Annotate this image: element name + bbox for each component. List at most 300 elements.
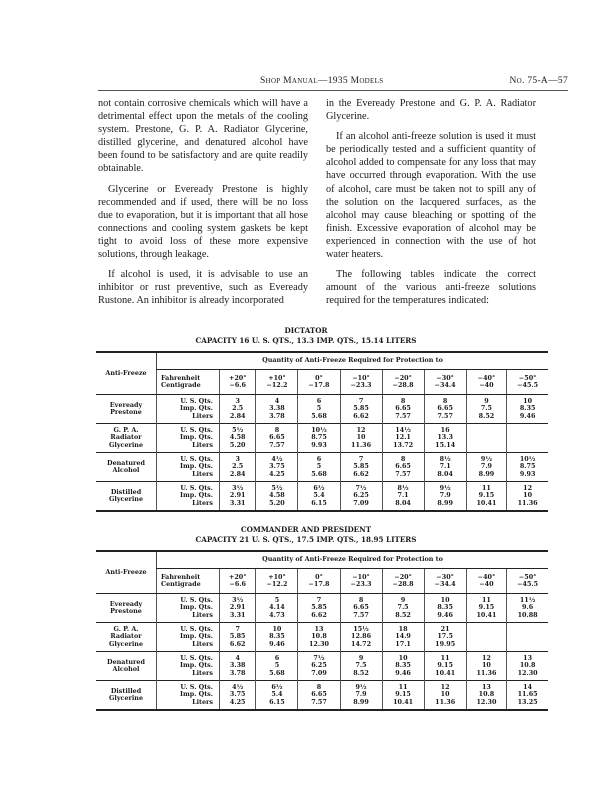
quantity-value: 10.8 — [478, 690, 495, 699]
antifreeze-name-line: Radiator — [110, 632, 142, 641]
quantity-value: 10 — [440, 596, 450, 605]
quantity-value: 2.84 — [229, 469, 246, 478]
quantity-cell — [424, 623, 466, 652]
quantity-value: 3.38 — [269, 404, 285, 413]
quantity-value: 10 — [440, 690, 450, 699]
quantity-value: 9.15 — [478, 491, 495, 500]
table-title: DICTATOR — [284, 326, 328, 335]
unit-label: U. S. Qts. — [180, 654, 213, 663]
quantity-cell — [256, 652, 298, 681]
quantity-value: 6 — [316, 397, 322, 406]
scale-label: Centigrade — [161, 580, 201, 588]
quantity-value: 7½ — [355, 484, 367, 493]
quantity-cell — [256, 482, 298, 512]
quantity-value: 4½ — [232, 683, 244, 692]
quantity-value: 12 — [440, 683, 450, 692]
quantity-value: 11½ — [519, 596, 536, 605]
quantity-cell — [382, 482, 424, 512]
antifreeze-name-line: Glycerine — [108, 495, 144, 503]
quantity-value: 8.04 — [437, 469, 453, 478]
antifreeze-name-line: Distilled — [110, 487, 142, 496]
paragraph: If an alcohol anti-freeze solution is used it must be periodically tested and a sufficient quantity of alcohol added to compensate for any loss that may have occurred through evaporation. With the use of alcohol, care must be taken not to spill any of the solution on the lacquered surfaces, as the alcohol may cause bleaching or spotting of the finish. Excessive evaporation of alcohol may be experienced in connection with the use of hot water heaters. — [326, 131, 536, 261]
quantity-value: 5 — [274, 661, 280, 670]
antifreeze-name-line: Alcohol — [112, 466, 140, 474]
running-header — [98, 74, 568, 91]
quantity-cell — [424, 395, 466, 424]
antifreeze-name — [96, 424, 157, 453]
quantity-value: 3.78 — [269, 411, 285, 420]
quantity-value: 8.52 — [478, 411, 495, 420]
quantity-value: 13 — [314, 625, 324, 634]
quantity-cell — [382, 424, 424, 453]
unit-label: Imp. Qts. — [179, 632, 213, 641]
quantity-value: 12.1 — [395, 433, 411, 442]
quantity-value: 5.85 — [229, 632, 246, 641]
quantity-value: 6.65 — [437, 404, 453, 413]
quantity-value: 4.58 — [269, 491, 285, 500]
quantity-cell — [507, 623, 548, 652]
quantity-value: 6.15 — [311, 498, 327, 507]
quantity-value: 8.35 — [269, 632, 285, 641]
quantity-value: 7.57 — [395, 469, 411, 478]
quantity-value: 7.57 — [437, 411, 453, 420]
quantity-cell — [256, 453, 298, 482]
quantity-value: 9.6 — [522, 603, 534, 612]
quantity-value: 10 — [272, 625, 282, 634]
quantity-value: 3.78 — [229, 668, 246, 677]
quantity-value: 17.1 — [395, 639, 411, 648]
quantity-cell — [340, 395, 382, 424]
unit-labels — [157, 652, 220, 681]
antifreeze-name-line: Glycerine — [108, 639, 144, 648]
unit-label: U. S. Qts. — [180, 683, 213, 692]
antifreeze-name — [96, 623, 157, 652]
unit-label: Liters — [192, 498, 213, 507]
quantity-value: 7.9 — [439, 491, 451, 500]
quantity-value: 7.57 — [353, 610, 369, 619]
antifreeze-name-line: Radiator — [110, 433, 142, 442]
unit-labels — [157, 623, 220, 652]
temperature-header — [382, 370, 424, 395]
temperature-value: −40 — [479, 381, 494, 389]
quantity-value: 10.8 — [311, 632, 327, 641]
temperature-value: −34.4 — [434, 580, 456, 588]
quantity-value: 3.31 — [229, 498, 246, 507]
quantity-value: 5 — [316, 462, 322, 471]
quantity-value: 10 — [523, 491, 533, 500]
quantity-value: 8.75 — [311, 433, 327, 442]
antifreeze-name-line: Denatured — [107, 657, 145, 666]
quantity-value: 11 — [481, 484, 491, 493]
paragraph: in the Eveready Prestone and G. P. A. Radiator Glycerine. — [326, 98, 536, 123]
temperature-value: −28.8 — [392, 580, 414, 588]
quantity-cell — [507, 594, 548, 623]
quantity-value: 5½ — [232, 426, 244, 435]
quantity-cell — [220, 395, 256, 424]
quantity-cell — [298, 652, 340, 681]
antifreeze-table-dictator — [96, 351, 548, 512]
quantity-value: 7.5 — [480, 404, 492, 413]
quantity-value: 11.36 — [476, 668, 497, 677]
quantity-cell — [298, 395, 340, 424]
scale-label: Fahrenheit — [161, 572, 201, 581]
quantity-cell — [424, 424, 466, 453]
quantity-cell — [382, 652, 424, 681]
quantity-value: 9.46 — [519, 411, 536, 420]
quantity-value: 8 — [316, 683, 322, 692]
quantity-value: 8.99 — [353, 697, 369, 706]
unit-label: Imp. Qts. — [179, 433, 213, 442]
temperature-value: −30° — [436, 572, 454, 581]
quantity-value: 18 — [398, 625, 408, 634]
quantity-value: 10½ — [519, 455, 536, 464]
quantity-cell — [220, 594, 256, 623]
quantity-value: 4.25 — [269, 469, 285, 478]
quantity-value: 4.25 — [229, 697, 246, 706]
temperature-header — [424, 370, 466, 395]
quantity-value: 6.62 — [353, 411, 369, 420]
group-header: Quantity of Anti-Freeze Required for Protection to — [157, 353, 549, 370]
quantity-value: 6½ — [271, 683, 283, 692]
quantity-value: 5.68 — [311, 411, 327, 420]
quantity-value: 6.65 — [353, 603, 369, 612]
quantity-cell — [466, 681, 507, 711]
paragraph: If alcohol is used, it is advisable to use an inhibitor or rust preventive, such as Eveready Rustone. An inhibitor is already incorporated — [98, 269, 308, 307]
quantity-cell — [256, 623, 298, 652]
quantity-value: 6.62 — [229, 639, 246, 648]
antifreeze-name — [96, 453, 157, 482]
quantity-value: 10.41 — [476, 610, 497, 619]
antifreeze-name — [96, 652, 157, 681]
quantity-value: 13.3 — [437, 433, 453, 442]
quantity-value: 7.5 — [397, 603, 409, 612]
quantity-cell — [220, 453, 256, 482]
quantity-value: 8.52 — [395, 610, 411, 619]
quantity-value: 7.57 — [311, 697, 327, 706]
temperature-value: −20° — [394, 373, 412, 382]
quantity-value: 21 — [440, 625, 450, 634]
quantity-value: 4.73 — [269, 610, 285, 619]
quantity-value: 6.15 — [269, 697, 285, 706]
quantity-cell — [340, 681, 382, 711]
antifreeze-column-header: Anti-Freeze — [96, 552, 157, 594]
quantity-value: 14.9 — [395, 632, 411, 641]
unit-label: Liters — [192, 411, 213, 420]
temperature-value: −10° — [352, 572, 370, 581]
quantity-value: 8.99 — [437, 498, 453, 507]
quantity-value: 11 — [440, 654, 450, 663]
antifreeze-name — [96, 482, 157, 512]
temperature-header — [466, 569, 507, 594]
quantity-value: 8.35 — [519, 404, 536, 413]
scale-label: Fahrenheit — [161, 373, 201, 382]
temperature-header — [256, 370, 298, 395]
page-number: No. 75-A—57 — [509, 76, 568, 86]
temperature-value: +10° — [268, 572, 286, 581]
unit-label: Imp. Qts. — [179, 603, 213, 612]
table-row — [96, 482, 548, 512]
unit-labels — [157, 681, 220, 711]
quantity-value: 11.36 — [435, 697, 456, 706]
antifreeze-name — [96, 594, 157, 623]
quantity-value: 7.5 — [355, 661, 367, 670]
unit-label: U. S. Qts. — [180, 484, 213, 493]
temperature-value: 0° — [315, 373, 323, 382]
temperature-value: −34.4 — [434, 381, 456, 389]
quantity-value: 7.1 — [439, 462, 451, 471]
quantity-value: 2.84 — [229, 411, 246, 420]
quantity-value: 19.95 — [435, 639, 456, 648]
temperature-value: −50° — [518, 373, 537, 382]
temperature-value: −23.3 — [350, 381, 372, 389]
quantity-value: 7.9 — [355, 690, 367, 699]
antifreeze-name-line: Eveready — [109, 400, 143, 409]
quantity-value: 2.91 — [229, 603, 246, 612]
quantity-value: 8.04 — [395, 498, 411, 507]
quantity-value: 7.09 — [311, 668, 327, 677]
quantity-value: 6 — [316, 455, 322, 464]
quantity-value: 3½ — [232, 596, 244, 605]
quantity-cell — [424, 453, 466, 482]
quantity-value: 17.5 — [437, 632, 453, 641]
temperature-value: −10° — [352, 373, 370, 382]
quantity-cell — [256, 594, 298, 623]
quantity-value: 12.30 — [476, 697, 497, 706]
quantity-cell — [424, 652, 466, 681]
quantity-value: 14 — [523, 683, 533, 692]
temperature-value: 0° — [315, 572, 323, 581]
quantity-value: 6.25 — [353, 491, 369, 500]
table-row — [96, 681, 548, 711]
quantity-value: 9½ — [439, 484, 451, 493]
temperature-value: −12.2 — [266, 580, 288, 588]
unit-label: Liters — [192, 668, 213, 677]
quantity-value: 5½ — [271, 484, 283, 493]
quantity-value: 9.46 — [269, 639, 285, 648]
temperature-value: −6.6 — [229, 381, 246, 389]
quantity-cell — [466, 594, 507, 623]
antifreeze-name-line: Glycerine — [108, 440, 144, 449]
quantity-cell — [298, 424, 340, 453]
unit-label: Liters — [192, 610, 213, 619]
quantity-value: 9 — [358, 654, 364, 663]
quantity-value: 13.25 — [517, 697, 538, 706]
quantity-value: 8½ — [397, 484, 409, 493]
unit-label: Liters — [192, 697, 213, 706]
quantity-value: 9½ — [480, 455, 492, 464]
antifreeze-name-line: G. P. A. — [113, 426, 139, 435]
antifreeze-name-line: Alcohol — [112, 665, 140, 673]
quantity-cell — [256, 681, 298, 711]
quantity-value: 14½ — [395, 426, 411, 435]
quantity-cell — [220, 623, 256, 652]
table-subtitle: CAPACITY 21 U. S. QTS., 17.5 IMP. QTS., 18.95 LITERS — [195, 535, 417, 544]
unit-label: U. S. Qts. — [180, 596, 213, 605]
unit-labels — [157, 395, 220, 424]
paragraph: The following tables indicate the correct amount of the various anti-freeze solutions required for the temperatures indicated: — [326, 269, 536, 307]
quantity-value: 13.72 — [393, 440, 414, 449]
quantity-value: 3 — [235, 455, 240, 464]
temperature-value: −17.8 — [308, 580, 330, 588]
temperature-value: −28.8 — [392, 381, 414, 389]
quantity-value: 4½ — [271, 455, 283, 464]
quantity-value: 11.36 — [517, 498, 538, 507]
unit-label: U. S. Qts. — [180, 625, 213, 634]
antifreeze-column-header: Anti-Freeze — [96, 353, 157, 395]
quantity-value: 4.14 — [269, 603, 285, 612]
quantity-value: 8½ — [439, 455, 451, 464]
quantity-cell — [382, 623, 424, 652]
quantity-value: 6 — [274, 654, 280, 663]
quantity-value: 12.30 — [308, 639, 329, 648]
quantity-value: 7 — [235, 625, 240, 634]
quantity-value: 12.86 — [351, 632, 372, 641]
quantity-value: 9.15 — [478, 603, 495, 612]
quantity-value: 6.62 — [353, 469, 369, 478]
quantity-cell — [424, 594, 466, 623]
unit-label: Imp. Qts. — [179, 404, 213, 413]
quantity-value: 8 — [358, 596, 364, 605]
quantity-value: 5 — [316, 404, 322, 413]
temperature-header — [466, 370, 507, 395]
quantity-cell — [220, 482, 256, 512]
quantity-value: 13 — [523, 654, 533, 663]
quantity-cell — [298, 594, 340, 623]
quantity-value: 11 — [398, 683, 408, 692]
quantity-value: 2.91 — [229, 491, 246, 500]
antifreeze-name — [96, 681, 157, 711]
quantity-value: 10½ — [311, 426, 327, 435]
quantity-value: 11.36 — [351, 440, 372, 449]
unit-label: Liters — [192, 469, 213, 478]
scale-label: Centigrade — [161, 381, 201, 389]
temperature-value: +20° — [228, 373, 247, 382]
quantity-value: 9.93 — [311, 440, 327, 449]
paragraph: Glycerine or Eveready Prestone is highly recommended and if used, there will be no loss due to evaporation, but it is important that all hose connections and cooling system gaskets be kept tight to avoid loss of these more expensive solutions, through leakage. — [98, 183, 308, 261]
table-title: COMMANDER AND PRESIDENT — [240, 525, 372, 534]
unit-label: Imp. Qts. — [179, 462, 213, 471]
quantity-value: 9.15 — [437, 661, 453, 670]
quantity-cell — [298, 482, 340, 512]
quantity-cell — [507, 453, 548, 482]
temperature-header — [507, 569, 548, 594]
quantity-cell — [382, 681, 424, 711]
table-row — [96, 453, 548, 482]
quantity-value: 11.65 — [517, 690, 538, 699]
quantity-cell — [507, 652, 548, 681]
quantity-value: 5.4 — [313, 491, 325, 500]
quantity-value: 10.41 — [476, 498, 497, 507]
table-row — [96, 623, 548, 652]
quantity-value: 8.52 — [353, 668, 369, 677]
quantity-cell — [466, 623, 507, 652]
temperature-value: −12.2 — [266, 381, 288, 389]
quantity-value: 5.20 — [269, 498, 285, 507]
quantity-value: 11 — [481, 596, 491, 605]
quantity-value: 5.85 — [353, 404, 369, 413]
unit-labels — [157, 453, 220, 482]
antifreeze-name-line: Distilled — [110, 686, 142, 695]
quantity-value: 9 — [400, 596, 406, 605]
quantity-cell — [220, 652, 256, 681]
temperature-value: −20° — [394, 572, 412, 581]
quantity-value: 8.99 — [478, 469, 495, 478]
unit-label: Liters — [192, 639, 213, 648]
quantity-cell — [382, 453, 424, 482]
temperature-value: −40 — [479, 580, 494, 588]
antifreeze-name-line: G. P. A. — [113, 625, 139, 634]
header-title: Shop Manual—1935 Models — [260, 76, 384, 86]
quantity-value: 8 — [274, 426, 280, 435]
table-row — [96, 424, 548, 453]
temperature-value: −23.3 — [350, 580, 372, 588]
quantity-value: 2.5 — [232, 462, 244, 471]
quantity-value: 7 — [358, 455, 364, 464]
group-header: Quantity of Anti-Freeze Required for Protection to — [157, 552, 549, 569]
quantity-value: 15½ — [353, 625, 369, 634]
quantity-cell — [507, 424, 548, 453]
quantity-cell — [466, 424, 507, 453]
quantity-cell — [507, 681, 548, 711]
quantity-value: 10 — [398, 654, 408, 663]
quantity-cell — [340, 482, 382, 512]
antifreeze-name — [96, 395, 157, 424]
quantity-value: 9.46 — [437, 610, 453, 619]
quantity-cell — [507, 395, 548, 424]
quantity-value: 10 — [481, 661, 491, 670]
quantity-value: 7½ — [313, 654, 325, 663]
antifreeze-table-commander-president — [96, 550, 548, 711]
quantity-value: 15.14 — [435, 440, 456, 449]
unit-label: U. S. Qts. — [180, 397, 213, 406]
quantity-value: 8.35 — [437, 603, 453, 612]
quantity-value: 10.88 — [517, 610, 538, 619]
temperature-header — [424, 569, 466, 594]
quantity-value: 5.85 — [311, 603, 327, 612]
temperature-value: −45.5 — [517, 381, 539, 389]
temperature-header — [340, 370, 382, 395]
quantity-value: 7 — [358, 397, 364, 406]
quantity-value: 2.5 — [232, 404, 244, 413]
quantity-value: 5.85 — [353, 462, 369, 471]
quantity-cell — [424, 681, 466, 711]
quantity-cell — [466, 652, 507, 681]
quantity-value: 3.38 — [229, 661, 246, 670]
quantity-cell — [340, 652, 382, 681]
quantity-cell — [507, 482, 548, 512]
quantity-value: 3½ — [232, 484, 244, 493]
temperature-value: −30° — [436, 373, 454, 382]
temperature-value: −17.8 — [308, 381, 330, 389]
table-row — [96, 594, 548, 623]
text-column-right — [326, 97, 536, 314]
quantity-value: 7.09 — [353, 498, 369, 507]
table-row — [96, 395, 548, 424]
quantity-value: 6½ — [313, 484, 325, 493]
text-column-left — [98, 97, 308, 314]
quantity-cell — [220, 681, 256, 711]
paragraph: not contain corrosive chemicals which will have a detrimental effect upon the metals of the cooling system. Prestone, G. P. A. Radiator Glycerine, distilled glycerine, and denatured alcohol have been found to be satisfactory and are quite readily obtainable. — [98, 98, 308, 175]
quantity-value: 14.72 — [351, 639, 372, 648]
table-caption-dictator — [0, 326, 612, 346]
quantity-value: 8.75 — [519, 462, 536, 471]
quantity-value: 6.65 — [395, 462, 411, 471]
quantity-value: 12 — [356, 426, 366, 435]
quantity-cell — [466, 453, 507, 482]
quantity-value: 3.75 — [229, 690, 246, 699]
temperature-value: −6.6 — [229, 580, 246, 588]
quantity-value: 10 — [356, 433, 366, 442]
